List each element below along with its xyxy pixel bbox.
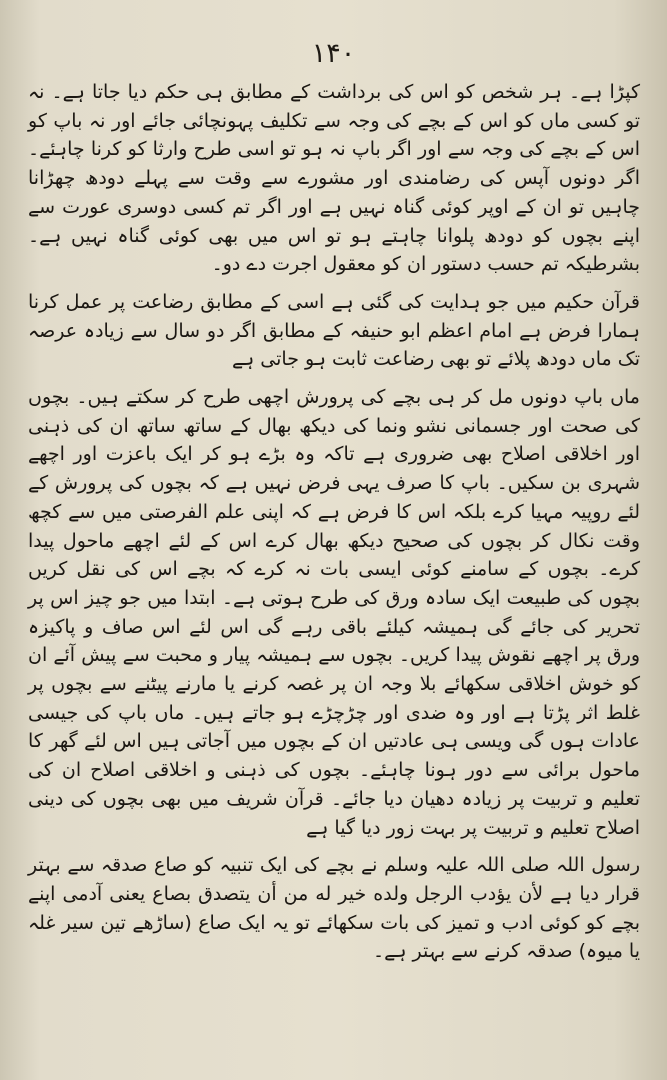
paragraph-1: کپڑا ہے۔ ہر شخص کو اس کی برداشت کے مطابق ہی حکم دیا جاتا ہے۔ نہ تو کسی ماں کو اس کے بچے کی وجہ سے تکلیف پہونچائی جائے اور نہ باپ کو اس کے بچے کی وجہ سے اور اگر باپ نہ ہو تو اسی طرح وارثا کو کرنا چاہئے۔ اگر دونوں آپس کی رضامندی اور مشورے سے وقت سے پہلے دودھ چھڑانا چاہیں تو ان کے اوپر کوئی گناہ نہیں ہے اور اگر تم کسی دوسری عورت سے اپنے بچوں کو دودھ پلوانا چاہتے ہو تو اس میں بھی کوئی گناہ نہیں ہے۔ بشرطیکہ تم حسب دستور ان کو معقول اجرت دے دو۔ [28,81,640,276]
page-body-text [28,78,640,966]
paragraph-2: قرآن حکیم میں جو ہدایت کی گئی ہے اسی کے مطابق رضاعت پر عمل کرنا ہمارا فرض ہے امام اعظم ابو حنیفہ کے مطابق اگر دو سال سے زیادہ عرصہ تک ماں دودھ پلائے تو بھی رضاعت ثابت ہو جاتی ہے [28,290,640,371]
paragraph-4: رسول اللہ صلی اللہ علیہ وسلم نے بچے کی ایک تنبیہ کو صاع صدقہ سے بہتر قرار دیا ہے لأن يؤدب الرجل ولده خير له من أن يتصدق بصاع یعنی آدمی اپنے بچے کو کوئی ادب و تمیز کی بات سکھائے تو یہ ایک صاع (ساڑھے تین سیر غلہ یا میوہ) صدقہ کرنے سے بہتر ہے۔ [28,854,640,963]
page-number: ۱۴۰ [311,38,356,69]
paragraph-3: ماں باپ دونوں مل کر ہی بچے کی پرورش اچھی طرح کر سکتے ہیں۔ بچوں کی صحت اور جسمانی نشو ونما کی دیکھ بھال کے ساتھ ساتھ ان کی ذہنی اور اخلاقی اصلاح بھی ضروری ہے تاکہ وہ بڑے ہو کر ایک باعزت اور اچھے شہری بن سکیں۔ باپ کا صرف یہی فرض نہیں ہے کہ بچوں کی پرورش کے لئے روپیہ مہیا کرے بلکہ اس کا فرض ہے کہ اپنی علم الفرصتی میں سے کچھ وقت نکال کر بچوں کی صحیح دیکھ بھال کرے اس کے لئے اچھے ماحول پیدا کرے۔ بچوں کے سامنے کوئی ایسی بات نہ کرے کہ بچے اس کی نقل کریں بچوں کی طبیعت ایک سادہ ورق کی طرح ہوتی ہے۔ ابتدا میں جو چیز اس پر تحریر کی جائے گی ہمیشہ کیلئے باقی رہے گی اس لئے اس صاف و پاکیزہ ورق پر اچھے نقوش پیدا کریں۔ بچوں سے ہمیشہ پیار و محبت سے پیش آئے ان کو خوش اخلاقی سکھائے بلا وجہ ان پر غصہ کرنے یا مارنے پیٹنے سے بچوں پر غلط اثر پڑتا ہے اور وہ ضدی اور چڑچڑے ہو جاتے ہیں۔ ماں باپ کی جیسی عادات ہوں گی ویسی ہی عادتیں ان کے بچوں میں آجاتی ہیں اس لئے گھر کا ماحول برائی سے دور ہونا چاہئے۔ بچوں کی ذہنی و اخلاقی اصلاح ان کی تعلیم و تربیت پر زیادہ دھیان دیا جائے۔ قرآن شریف میں بھی بچوں کی دینی اصلاح تعلیم و تربیت پر بہت زور دیا گیا ہے [28,386,640,839]
